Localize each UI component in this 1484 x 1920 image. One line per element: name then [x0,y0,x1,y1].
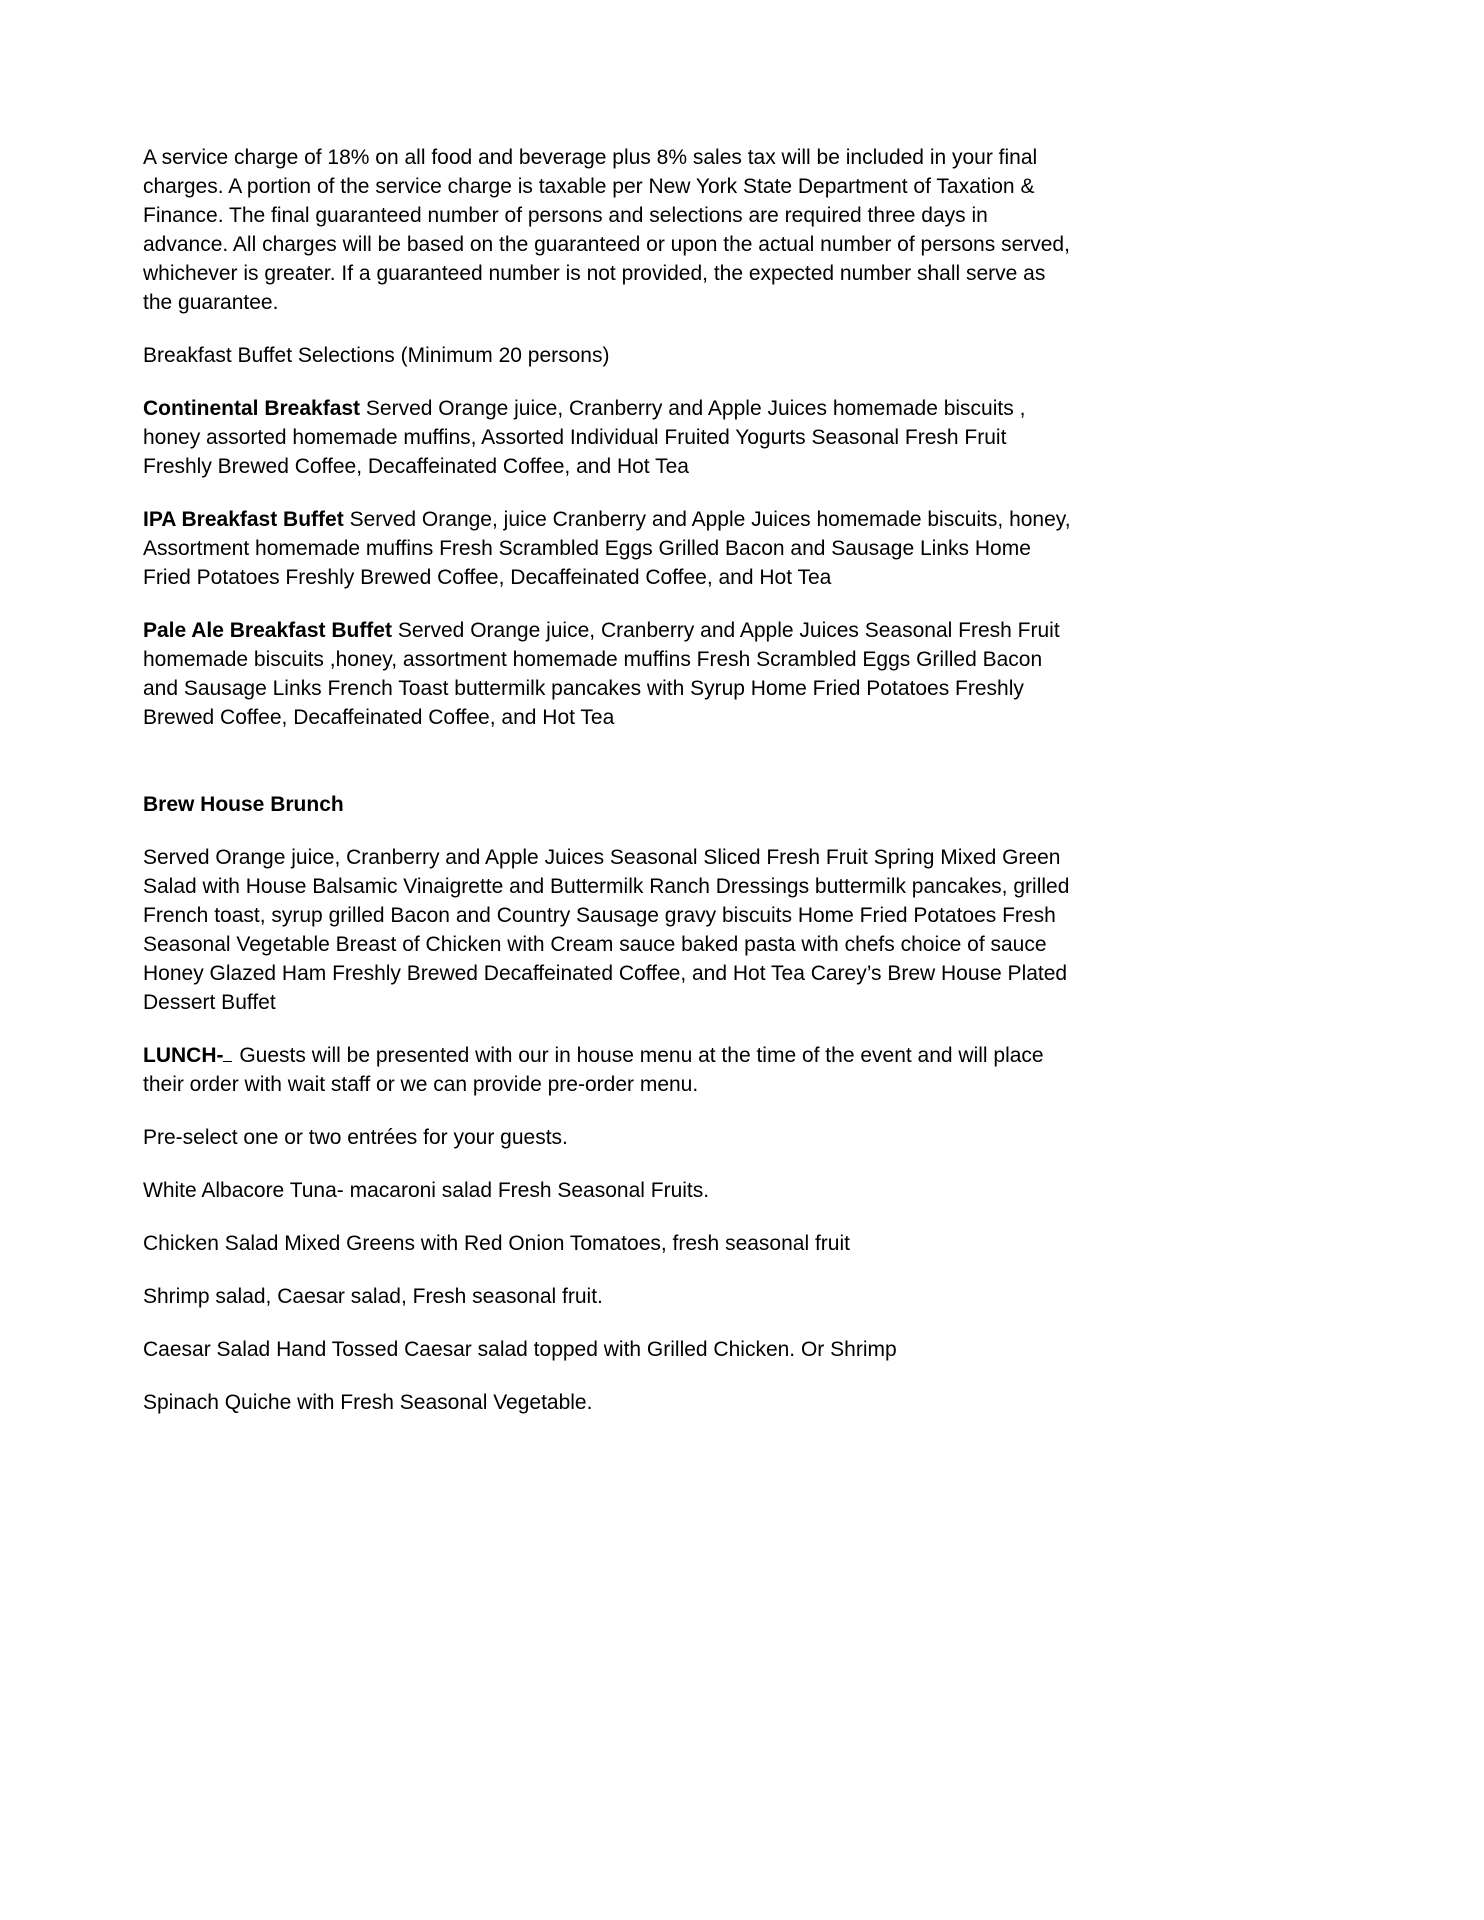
lunch-title: LUNCH- [143,1044,224,1067]
paragraph-preselect-entrees: Pre-select one or two entrées for your guests. [143,1126,568,1149]
pale-ale-breakfast-buffet-title: Pale Ale Breakfast Buffet [143,619,392,642]
paragraph-lunch [143,1041,1075,1099]
continental-breakfast-title: Continental Breakfast [143,397,361,420]
paragraph-brew-house-brunch-body: Served Orange juice, Cranberry and Apple Juices Seasonal Sliced Fresh Fruit Spring Mixed Green Salad with House Balsamic Vinaigrette and Buttermilk Ranch Dressings buttermilk pancakes, grilled French toast, syrup grilled Bacon and Country Sausage gravy biscuits Home Fried Potatoes Fresh Seasonal Vegetable Breast of Chicken with Cream sauce baked pasta with chefs choice of sauce Honey Glazed Ham Freshly Brewed Decaffeinated Coffee, and Hot Tea Carey’s Brew House Plated Dessert Buffet [143,846,1070,1014]
paragraph-spinach-quiche: Spinach Quiche with Fresh Seasonal Vegetable. [143,1391,593,1414]
paragraph-ipa-breakfast-buffet [143,505,1075,592]
paragraph-pale-ale-breakfast-buffet [143,616,1075,732]
continental-breakfast-body: Served Orange juice, Cranberry and Apple Juices homemade biscuits , honey assorted homemade muffins, Assorted Individual Fruited Yogurts Seasonal Fresh Fruit Freshly Brewed Coffee, Decaffeinated Coffee, and Hot Tea [143,397,1026,478]
ipa-breakfast-buffet-title: IPA Breakfast Buffet [143,508,344,531]
lunch-body: Guests will be presented with our in house menu at the time of the event and will place their order with wait staff or we can provide pre-order menu. [143,1044,1044,1096]
ipa-breakfast-buffet-body: Served Orange, juice Cranberry and Apple Juices homemade biscuits, honey, Assortment homemade muffins Fresh Scrambled Eggs Grilled Bacon and Sausage Links Home Fried Potatoes Freshly Brewed Coffee, Decaffeinated Coffee, and Hot Tea [143,508,1071,589]
heading-brew-house-brunch: Brew House Brunch [143,793,344,816]
paragraph-shrimp-salad: Shrimp salad, Caesar salad, Fresh seasonal fruit. [143,1285,603,1308]
paragraph-continental-breakfast [143,394,1075,481]
paragraph-caesar-salad: Caesar Salad Hand Tossed Caesar salad topped with Grilled Chicken. Or Shrimp [143,1338,897,1361]
paragraph-breakfast-buffet-header: Breakfast Buffet Selections (Minimum 20 persons) [143,344,610,367]
paragraph-white-albacore-tuna: White Albacore Tuna- macaroni salad Fresh Seasonal Fruits. [143,1179,710,1202]
paragraph-service-charge-policy: A service charge of 18% on all food and beverage plus 8% sales tax will be included in your final charges. A portion of the service charge is taxable per New York State Department of Taxation & Finance. The final guaranteed number of persons and selections are required three days in advance. All charges will be based on the guaranteed or upon the actual number of persons served, whichever is greater. If a guaranteed number is not provided, the expected number shall serve as the guarantee. [143,146,1070,314]
paragraph-chicken-salad: Chicken Salad Mixed Greens with Red Onion Tomatoes, fresh seasonal fruit [143,1232,850,1255]
underline-mark [223,1059,232,1062]
pale-ale-breakfast-buffet-body: Served Orange juice, Cranberry and Apple Juices Seasonal Fresh Fruit homemade biscuits ,honey, assortment homemade muffins Fresh Scrambled Eggs Grilled Bacon and Sausage Links French Toast buttermilk pancakes with Syrup Home Fried Potatoes Freshly Brewed Coffee, Decaffeinated Coffee, and Hot Tea [143,619,1060,729]
